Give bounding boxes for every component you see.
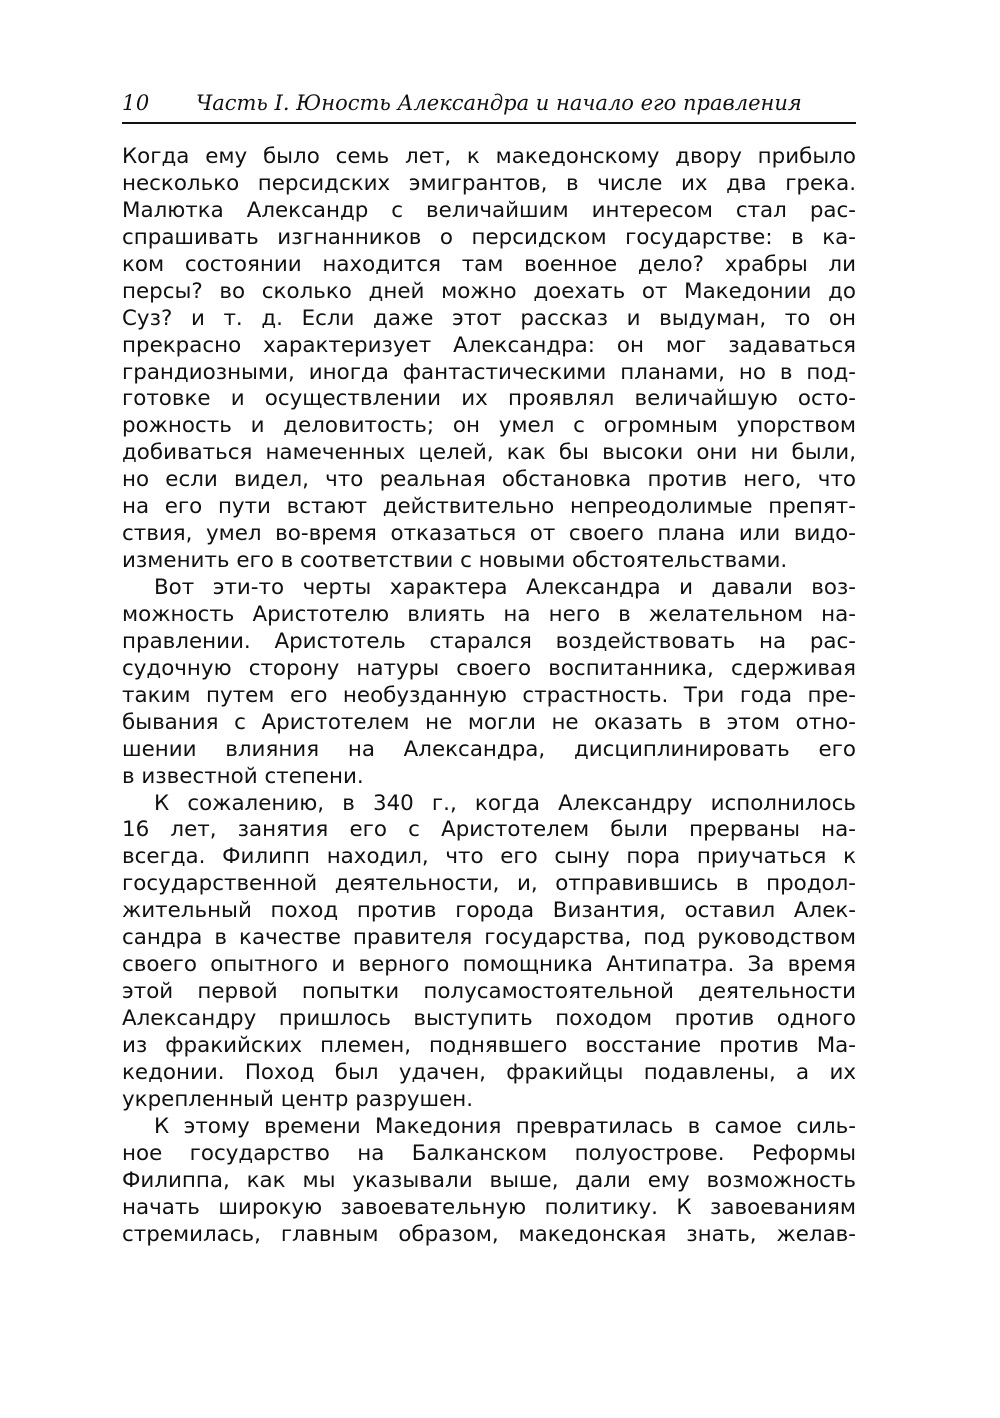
text-line: можность Аристотелю влиять на него в желательном на- <box>122 601 856 627</box>
paragraph <box>122 791 856 1114</box>
text-line: несколько персидских эмигрантов, в числе их два грека. <box>122 170 856 196</box>
text-line: 16 лет, занятия его с Аристотелем были прерваны на- <box>122 817 856 843</box>
text-line: укрепленный центр разрушен. <box>122 1086 474 1112</box>
book-page <box>122 88 856 1248</box>
text-line: Суз? и т. д. Если даже этот рассказ и выдуман, то он <box>122 305 856 331</box>
text-line: ствия, умел во-время отказаться от своего плана или видо- <box>122 521 856 547</box>
text-line: прекрасно характеризует Александра: он мог задаваться <box>122 332 856 358</box>
text-line: правлении. Аристотель старался воздействовать на рас- <box>122 628 856 654</box>
text-line: Филиппа, как мы указывали выше, дали ему возможность <box>122 1167 856 1193</box>
running-header <box>122 88 856 124</box>
text-line: Александру пришлось выступить походом против одного <box>122 1006 856 1031</box>
running-title: Часть I. Юность Александра и начало его правления <box>196 91 802 115</box>
text-line: всегда. Филипп находил, что его сыну пора приучаться к <box>122 844 856 870</box>
text-line: Вот эти-то черты характера Александра и давали воз- <box>154 575 856 600</box>
text-line: государственной деятельности, и, отправившись в продол- <box>122 871 856 897</box>
text-line: из фракийских племен, поднявшего восстание против Ма- <box>122 1032 856 1058</box>
text-line: своего опытного и верного помощника Антипатра. За время <box>122 952 856 978</box>
text-line: кедонии. Поход был удачен, фракийцы подавлены, а их <box>122 1059 856 1085</box>
text-line: шении влияния на Александра, дисциплинировать его <box>122 736 856 762</box>
text-line: судочную сторону натуры своего воспитанника, сдерживая <box>122 655 856 681</box>
text-line: ное государство на Балканском полуострове. Реформы <box>122 1140 856 1166</box>
text-line: Малютка Александр с величайшим интересом стал рас- <box>122 197 856 223</box>
text-line: персы? во сколько дней можно доехать от Македонии до <box>122 278 856 304</box>
text-line: жительный поход против города Византия, оставил Алек- <box>122 898 856 924</box>
text-line: сандра в качестве правителя государства, под руководством <box>122 925 856 951</box>
text-line: рожность и деловитость; он умел с огромным упорством <box>122 413 856 439</box>
paragraph <box>122 144 856 575</box>
page-number: 10 <box>122 91 150 115</box>
text-line: на его пути встают действительно непреодолимые препят- <box>122 494 856 520</box>
text-line: в известной степени. <box>122 763 364 789</box>
text-line: начать широкую завоевательную политику. К завоеваниям <box>122 1194 856 1220</box>
text-line: но если видел, что реальная обстановка против него, что <box>122 467 856 493</box>
text-line: готовке и осуществлении их проявлял величайшую осто- <box>122 386 856 412</box>
text-line: Когда ему было семь лет, к македонскому двору прибыло <box>122 144 856 169</box>
text-line: К этому времени Македония превратилась в самое силь- <box>154 1113 856 1139</box>
text-line: таким путем его необузданную страстность. Три года пре- <box>122 682 856 708</box>
text-line: грандиозными, иногда фантастическими планами, но в под- <box>122 359 856 385</box>
text-line: ком состоянии находится там военное дело? храбры ли <box>122 251 856 277</box>
text-line: К сожалению, в 340 г., когда Александру исполнилось <box>154 790 856 816</box>
text-line: добиваться намеченных целей, как бы высоки они ни были, <box>122 440 856 466</box>
text-line: стремилась, главным образом, македонская знать, желав- <box>122 1221 856 1247</box>
paragraph <box>122 575 856 791</box>
paragraph <box>122 1114 856 1249</box>
text-line: бывания с Аристотелем не могли не оказать в этом отно- <box>122 709 856 735</box>
text-line: этой первой попытки полусамостоятельной деятельности <box>122 979 856 1005</box>
body-text <box>122 144 856 1248</box>
text-line: изменить его в соответствии с новыми обстоятельствами. <box>122 548 788 574</box>
text-line: спрашивать изгнанников о персидском государстве: в ка- <box>122 224 856 250</box>
